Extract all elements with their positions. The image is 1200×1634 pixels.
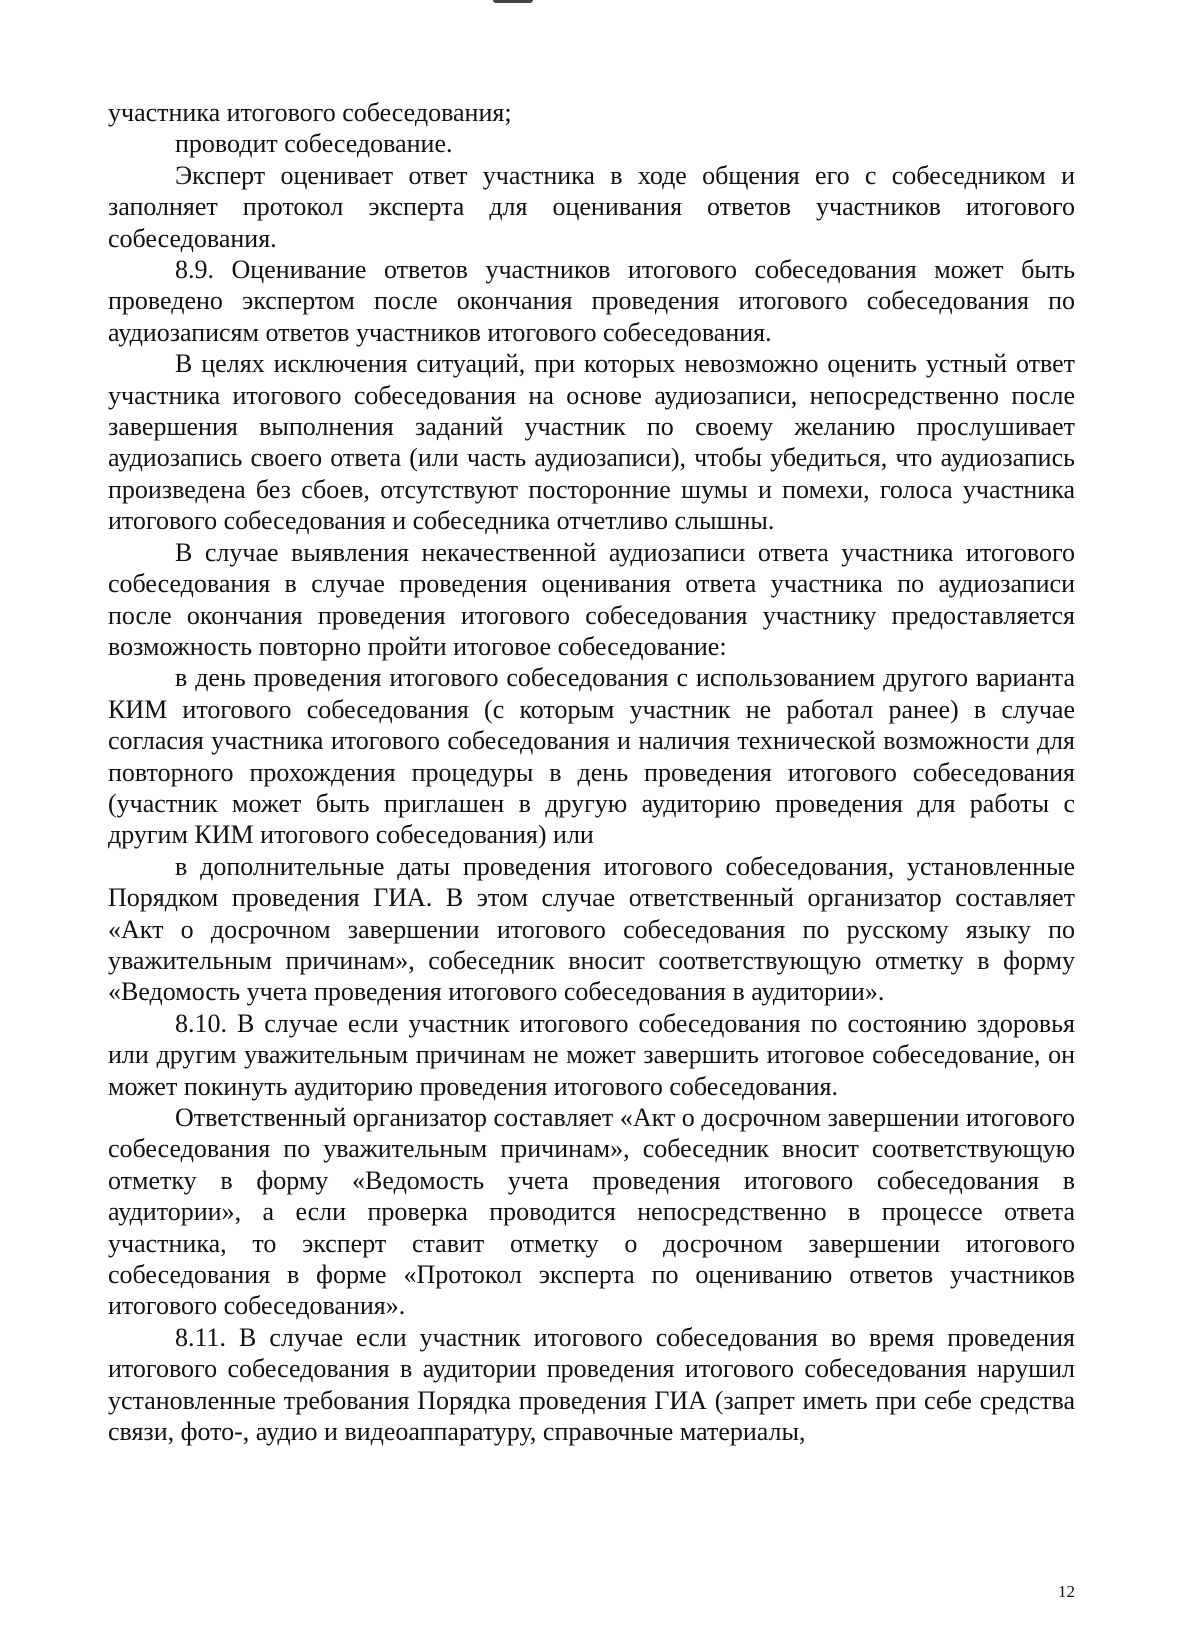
document-body [108, 97, 1075, 1447]
paragraph-responsible-organizer: Ответственный организатор составляет «Акт о досрочном завершении итогового собеседования по уважительным причинам», собеседник вносит соответствующую отметку в форму «Ведомость учета проведения итогового собеседования в аудитории», а если проверка проводится непосредственно в процессе ответа участника, то эксперт ставит отметку о досрочном завершении итогового собеседования в форме «Протокол эксперта по оцениванию ответов участников итогового собеседования». [108, 1103, 1075, 1321]
paragraph-8-11: 8.11. В случае если участник итогового собеседования во время проведения итогового собеседования в аудитории проведения итогового собеседования нарушил установленные требования Порядка проведения ГИА (запрет иметь при себе средства связи, фото-, аудио и видеоаппаратуру, справочные материалы, [108, 1322, 1075, 1447]
paragraph-8-10: 8.10. В случае если участник итогового собеседования по состоянию здоровья или другим уважительным причинам не может завершить итоговое собеседование, он может покинуть аудиторию проведения итогового собеседования. [108, 1008, 1075, 1101]
paragraph-8-9: 8.9. Оценивание ответов участников итогового собеседования может быть проведено экспертом после окончания проведения итогового собеседования по аудиозаписям ответов участников итогового собеседования. [108, 255, 1075, 347]
paragraph-audio-check: В целях исключения ситуаций, при которых невозможно оценить устный ответ участника итогового собеседования на основе аудиозаписи, непосредственно после завершения выполнения заданий участник по своему желанию прослушивает аудиозапись своего ответа (или часть аудиозаписи), чтобы убедиться, что аудиозапись произведена без сбоев, отсутствуют посторонние шумы и помехи, голоса участника итогового собеседования и собеседника отчетливо слышны. [108, 349, 1075, 536]
paragraph-continuation: участника итогового собеседования; [108, 98, 512, 127]
paragraph-same-day-retake: в день проведения итогового собеседования с использованием другого варианта КИМ итогового собеседования (с которым участник не работал ранее) в случае согласия участника итогового собеседования и наличия технической возможности для повторного прохождения процедуры в день проведения итогового собеседования (участник может быть приглашен в другую аудиторию проведения для работы с другим КИМ итогового собеседования) или [108, 663, 1075, 850]
scan-artifact-mark [493, 0, 533, 3]
paragraph-conducts-interview: проводит собеседование. [175, 129, 453, 159]
paragraph-poor-audio: В случае выявления некачественной аудиозаписи ответа участника итогового собеседования в случае проведения оценивания ответа участника по аудиозаписи после окончания проведения итогового собеседования участнику предоставляется возможность повторно пройти итоговое собеседование: [108, 537, 1075, 661]
paragraph-additional-dates: в дополнительные даты проведения итогового собеседования, установленные Порядком проведения ГИА. В этом случае ответственный организатор составляет «Акт о досрочном завершении итогового собеседования по русскому языку по уважительным причинам», собеседник вносит соответствующую отметку в форму «Ведомость учета проведения итогового собеседования в аудитории». [108, 851, 1075, 1007]
paragraph-expert-evaluates: Эксперт оценивает ответ участника в ходе общения его с собеседником и заполняет протокол эксперта для оценивания ответов участников итогового собеседования. [108, 160, 1075, 253]
page-number: 12 [1058, 1582, 1075, 1601]
